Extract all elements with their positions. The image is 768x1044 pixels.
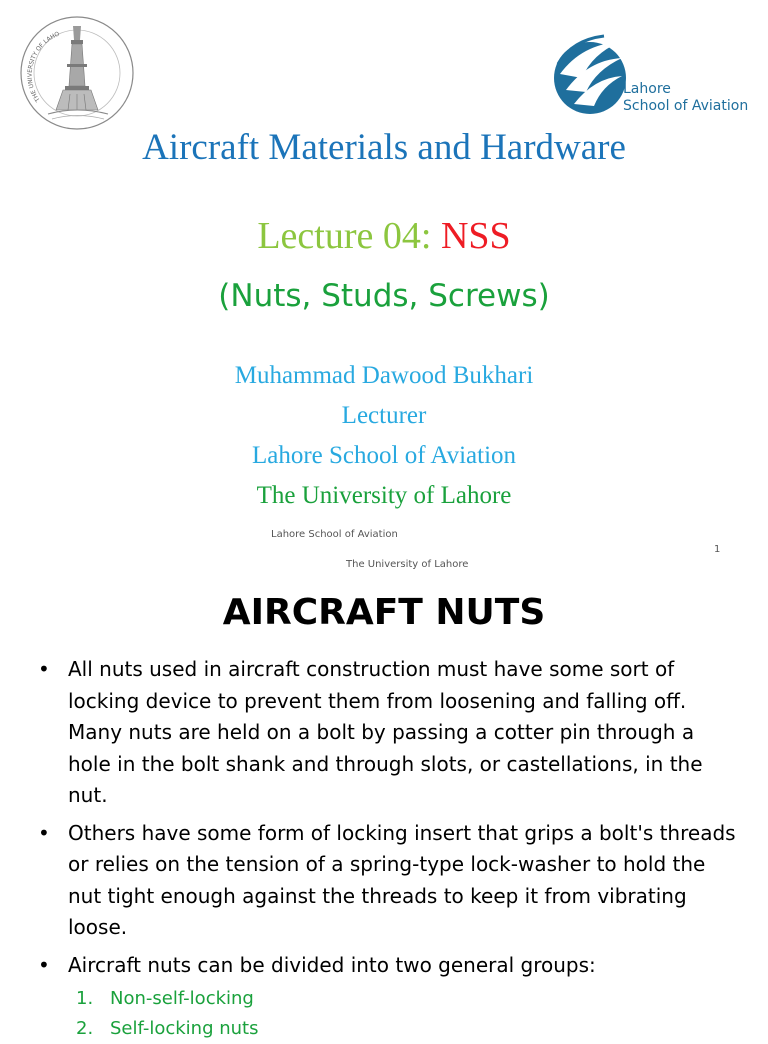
author-name: Muhammad Dawood Bukhari <box>234 362 534 389</box>
list-item <box>36 950 736 982</box>
author-university: The University of Lahore <box>256 482 512 509</box>
bullet-icon: • <box>38 952 50 977</box>
list-item <box>36 818 736 944</box>
list-item <box>76 1014 259 1044</box>
bullet-icon: • <box>38 820 50 845</box>
nut-groups-list <box>76 984 259 1044</box>
list-item <box>76 984 259 1014</box>
footer-school: Lahore School of Aviation <box>271 529 398 540</box>
slide-heading: AIRCRAFT NUTS <box>222 592 546 633</box>
lahore-school-of-aviation-logo-text <box>623 81 748 115</box>
lecture-line <box>0 214 768 258</box>
lecture-topic: NSS <box>440 215 511 257</box>
bullet-icon: • <box>38 657 50 681</box>
logo-line-1: Lahore <box>623 81 671 97</box>
footer-university: The University of Lahore <box>346 559 469 570</box>
slide-title: Aircraft Materials and Hardware <box>142 127 626 168</box>
lecture-label: Lecture 04: <box>257 215 441 257</box>
content-slide <box>0 580 768 1039</box>
bullet-text: All nuts used in aircraft construction must have some sort of locking device to prevent them from loosening and falling off. Many nuts are held on a bolt by passing a cotter pin through a hole in the bolt shank and through slots, or castellations, in the nut. <box>68 657 703 807</box>
item-label: Non-self-locking <box>110 988 254 1009</box>
svg-text:THE UNIVERSITY OF LAHORE <box>18 14 61 104</box>
item-number: 1. <box>76 988 94 1009</box>
item-number: 2. <box>76 1018 94 1039</box>
item-label: Self-locking nuts <box>110 1018 259 1039</box>
seal-text: THE UNIVERSITY OF LAHO <box>26 30 61 103</box>
slide-subtitle: (Nuts, Studs, Screws) <box>218 278 550 314</box>
logo-line-2: School of Aviation <box>623 98 749 114</box>
bullet-list <box>36 654 736 987</box>
list-item <box>36 654 736 812</box>
bullet-text: Others have some form of locking insert that grips a bolt's threads or relies on the tension of a spring-type lock-washer to hold the nut tight enough against the threads to keep it from vibrating loose. <box>68 820 736 939</box>
bullet-text: Aircraft nuts can be divided into two general groups: <box>68 952 596 977</box>
page-number: 1 <box>714 544 721 555</box>
author-school: Lahore School of Aviation <box>251 442 517 469</box>
author-role: Lecturer <box>341 402 427 429</box>
university-of-lahore-seal-icon <box>18 14 136 132</box>
